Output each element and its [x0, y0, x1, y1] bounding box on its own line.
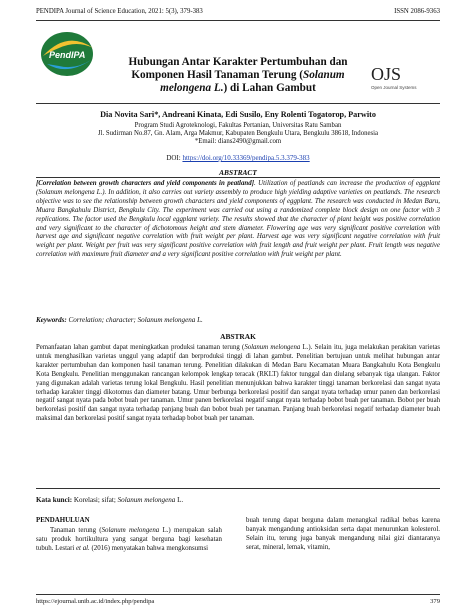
body-column-right	[246, 516, 440, 552]
pendipa-logo	[37, 26, 101, 80]
affiliation-line-1: Program Studi Agroteknologi, Fakultas Pertanian, Universitas Ratu Samban	[134, 122, 342, 129]
ojs-logo-text: OJS	[371, 64, 402, 84]
author-list: Dia Novita Sari*, Andreani Kinata, Edi Susilo, Eny Rolenti Togatorop, Parwito	[100, 110, 376, 119]
journal-url[interactable]: https://ejournal.unib.ac.id/index.php/pendipa	[36, 598, 155, 605]
kata-kunci-species: Solanum melongena	[117, 496, 176, 504]
doi-label: DOI:	[166, 154, 181, 162]
abstract-heading: ABSTRACT	[219, 168, 257, 177]
keywords-english	[36, 316, 440, 324]
title-line-3: ) di Lahan Gambut	[223, 82, 316, 94]
article-title	[118, 56, 358, 95]
ojs-logo-subtitle: Open Journal Systems	[371, 85, 417, 90]
abstract-english	[36, 180, 440, 260]
intro-text-2: L.) merupakan salah satu produk hortikultura yang sangat berguna bagi kesehatan tubuh. Lestari	[36, 527, 223, 552]
intro-etal: et al.	[76, 545, 90, 552]
abstract-lead-title: [Correlation between growth characters and yield components in peatland]	[36, 180, 254, 187]
running-head	[36, 8, 440, 15]
body-column-left	[36, 516, 222, 553]
title-line-2: Komponen Hasil Tanaman Terung (	[131, 69, 303, 81]
footer-divider	[36, 594, 440, 595]
intro-text-1: Tanaman terung (	[50, 527, 102, 534]
keywords-label: Keywords:	[36, 316, 67, 324]
keywords-text: Correlation; character; Solanum melongena L.	[66, 316, 203, 324]
abstrak-heading: ABSTRAK	[220, 332, 256, 341]
intro-text-3: (2016) menyatakan bahwa mengkonsumsi	[89, 545, 209, 552]
abstract-bottom-divider	[36, 488, 440, 489]
doi-line	[36, 154, 440, 162]
journal-citation: PENDIPA Journal of Science Education, 2021: 5(3), 379-383	[36, 8, 203, 15]
corresponding-email: *Email: dians2490@gmail.com	[194, 138, 282, 145]
ojs-logo	[365, 62, 425, 94]
pendipa-logo-text: PendIPA	[49, 50, 86, 60]
intro-species: Solanum melongena	[101, 527, 160, 534]
title-line-1: Hubungan Antar Karakter Pertumbuhan dan	[128, 56, 348, 68]
abstrak-species: Solanum melongena	[244, 344, 301, 351]
intro-paragraph-right: buah terung dapat berguna dalam menangkal radikal bebas karena banyak mengandung antioksidan serta dapat menurunkan kolesterol. Selain itu, terung juga banyak mengandung nilai gizi diantaranya serat, mineral, lemak, vitamin,	[246, 517, 440, 551]
abstract-indonesian	[36, 344, 440, 424]
abstrak-text-start: Pemanfaatan lahan gambut dapat meningkatkan produksi tanaman terung (	[36, 344, 245, 351]
header-divider	[36, 20, 440, 21]
abstract-english-text: . Utilization of peatlands can increase the production of eggplant (Solanum melongena L.). In addition, it also carries out variety assembly to produce high yielding adaptive varieties on peatlands. The research objective was to see the relationship between growth characters and yield components of eggplant. The research was conducted in Medan Baru, Muara Bangkahulu District, Bengkulu City. The experiment was carried out using a randomized complete block design on one factor with 3 replications. The factor used the Bengkulu local eggplant variety. The results showed that the character of plant height was positive correlation and very significant to the character of dichotomous height and stem diameter. Flowering age was very significant positive correlation with harvest age and significant negative correlation with fruit weight per plant. Harvest age was very significant negative correlation with fruit weight per plant. Weight per fruit was very significant positive correlation with fruit length and fruit weight per plant. Fruit length was negative correlation with maximum fruit diameter and a very significant positive correlation with fruit weight per plant.	[36, 180, 440, 259]
abstrak-text-rest: L.). Selain itu, juga melakukan perakitan varietas untuk menghasilkan varietas unggul yang adaptif dan berproduksi tinggi di lahan gambut. Penelitian bertujuan untuk melihat hubungan antar karakter pertumbuhan dan komponen hasil tanaman terung. Penelitian dilakukan di Medan Baru Kecamatan Muara Bangkahulu Kota Bengkulu Kota Bengkulu. Penelitian menggunakan rancangan kelompok lengkap teracak (RKLT) faktor tunggal dan diulang sebanyak tiga ulangan. Faktor yang digunakan adalah varietas terung lokal Bengkulu. Hasil penelitian menunjukkan bahwa karakter tinggi tanaman berkorelasi dan sangat nyata terhadap karakter tinggi dikotomus dan diameter batang. Umur berbunga berkorelasi positif dan sangat nyata terhadap umur panen dan berkorelasi negatif sangat nyata pada bobot buah per tanaman. Umur panen berkorelasi negatif sangat nyata terhadap bobot buah per tanaman. Bobot per buah berkorelasi positif dan sangat nyata terhadap panjang buah dan bobot buah per tanaman. Panjang buah berkorelasi negatif terhadap diameter buah maksimal dan berkorelasi positif sangat nyata terhadap bobot buah per tanaman.	[36, 344, 441, 423]
abstract-top-divider	[36, 177, 440, 178]
intro-paragraph-left	[36, 526, 222, 553]
page-number: 379	[430, 598, 440, 605]
doi-link[interactable]: https://doi.org/10.33369/pendipa.5.3.379-383	[182, 154, 310, 162]
section-heading-introduction: PENDAHULUAN	[36, 517, 90, 524]
kata-kunci-text: Korelasi; sifat;	[72, 496, 118, 504]
issn-label: ISSN 2086-9363	[394, 8, 440, 15]
title-species-1: Solanum	[302, 69, 345, 81]
page-footer	[36, 598, 440, 605]
title-divider	[36, 103, 440, 104]
title-species-2: melongena L.	[160, 82, 224, 94]
keywords-indonesian	[36, 496, 440, 504]
kata-kunci-label: Kata kunci:	[36, 496, 73, 504]
affiliation-line-2: Jl. Sudirman No.87, Gn. Alam, Arga Makmur, Kabupaten Bengkulu Utara, Bengkulu 38618, Indonesia	[97, 130, 379, 137]
kata-kunci-end: L.	[175, 496, 184, 504]
